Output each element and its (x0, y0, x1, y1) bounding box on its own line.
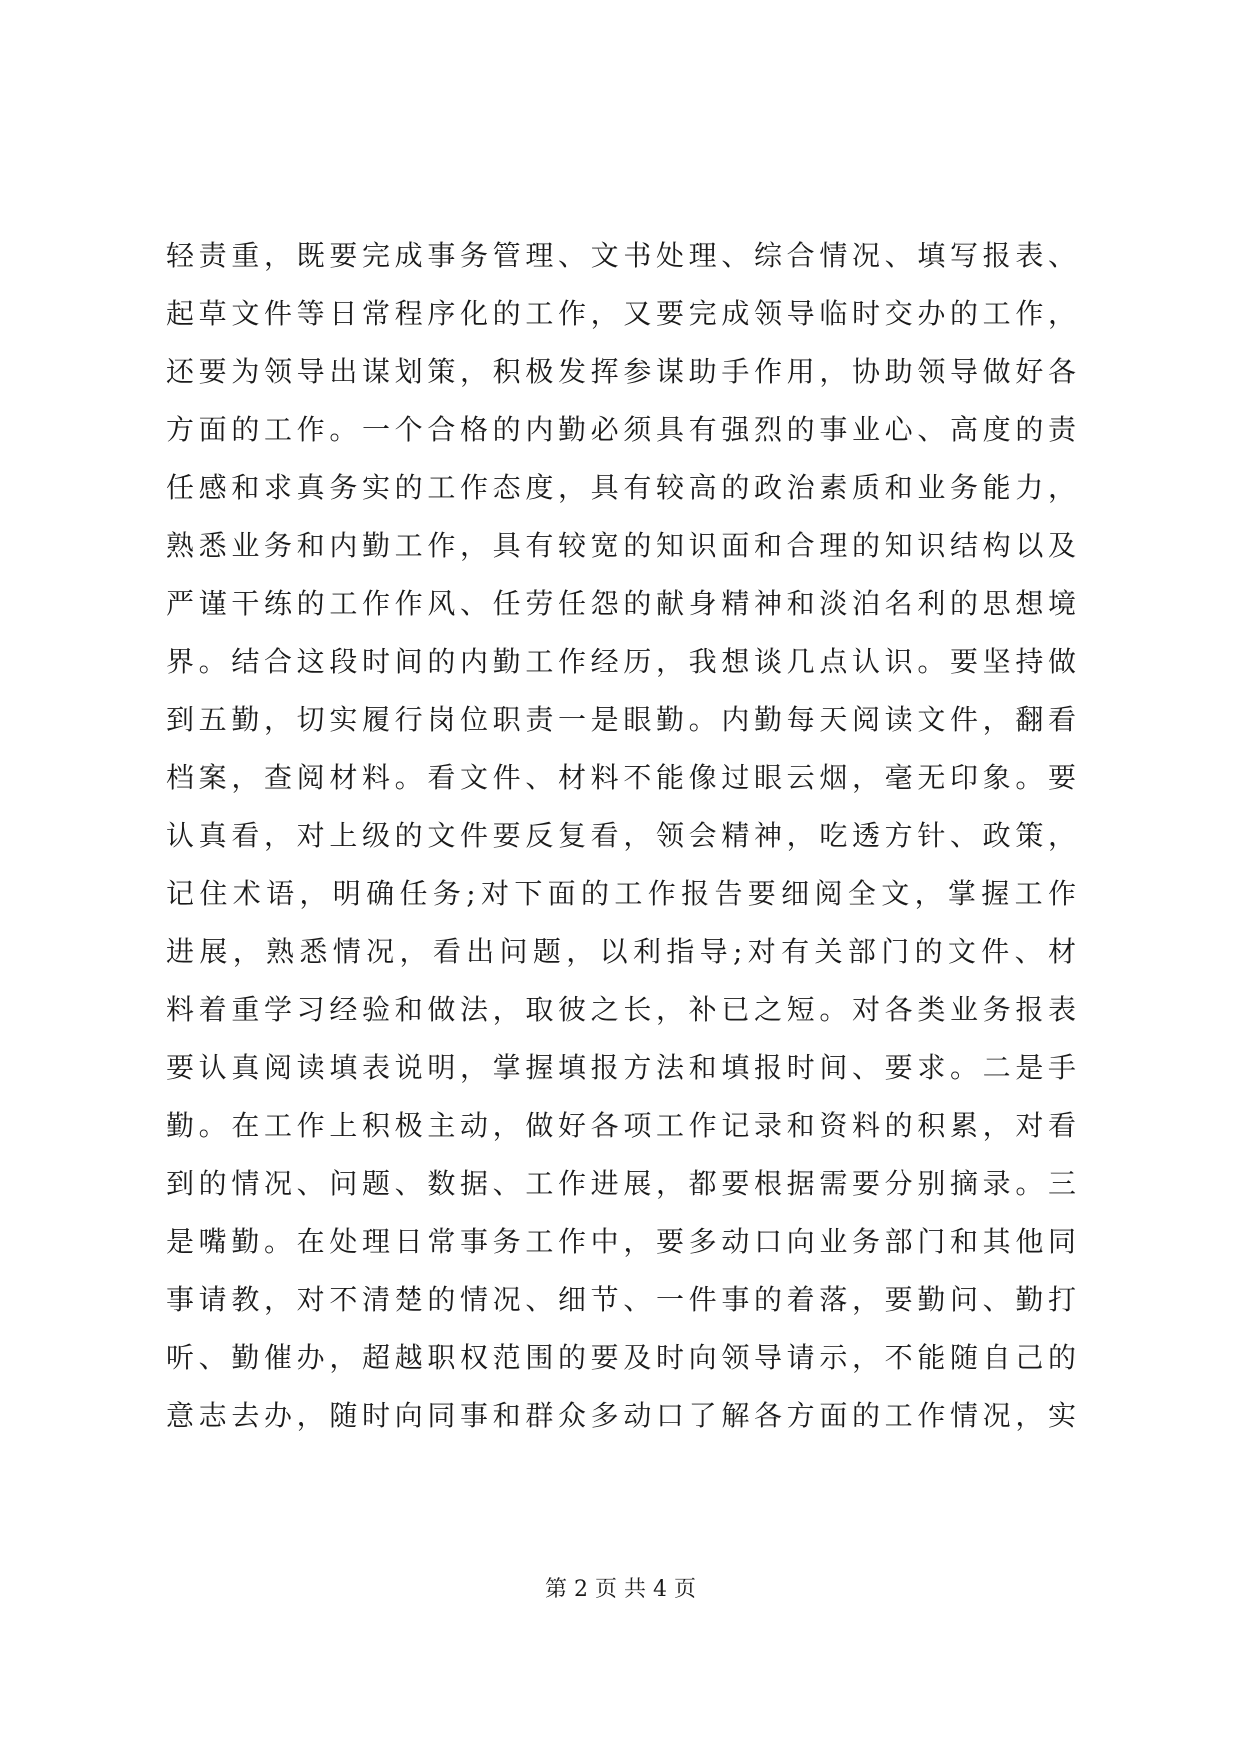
text-line: 到的情况、问题、数据、工作进展，都要根据需要分别摘录。三 (166, 1167, 1076, 1200)
text-line: 界。结合这段时间的内勤工作经历，我想谈几点认识。要坚持做 (166, 645, 1076, 678)
text-line: 是嘴勤。在处理日常事务工作中，要多动口向业务部门和其他同 (166, 1225, 1076, 1258)
page-footer: 第 2 页 共 4 页 (545, 1577, 696, 1602)
text-line: 记住术语，明确任务;对下面的工作报告要细阅全文，掌握工作 (166, 877, 1076, 910)
text-line: 轻责重，既要完成事务管理、文书处理、综合情况、填写报表、 (166, 239, 1076, 272)
body-text (166, 227, 1076, 1445)
text-line: 任感和求真务实的工作态度，具有较高的政治素质和业务能力， (166, 471, 1076, 504)
text-line: 料着重学习经验和做法，取彼之长，补已之短。对各类业务报表 (166, 993, 1076, 1026)
text-line: 事请教，对不清楚的情况、细节、一件事的着落，要勤问、勤打 (166, 1283, 1076, 1316)
text-line: 听、勤催办，超越职权范围的要及时向领导请示，不能随自己的 (166, 1341, 1076, 1374)
text-line: 意志去办，随时向同事和群众多动口了解各方面的工作情况，实 (166, 1399, 1076, 1432)
text-line: 还要为领导出谋划策，积极发挥参谋助手作用，协助领导做好各 (166, 355, 1076, 388)
text-line: 认真看，对上级的文件要反复看，领会精神，吃透方针、政策， (166, 819, 1076, 852)
text-line: 严谨干练的工作作风、任劳任怨的献身精神和淡泊名利的思想境 (166, 587, 1076, 620)
text-line: 勤。在工作上积极主动，做好各项工作记录和资料的积累，对看 (166, 1109, 1076, 1142)
text-line: 到五勤，切实履行岗位职责一是眼勤。内勤每天阅读文件，翻看 (166, 703, 1076, 736)
text-line: 方面的工作。一个合格的内勤必须具有强烈的事业心、高度的责 (166, 413, 1076, 446)
text-line: 进展，熟悉情况，看出问题，以利指导;对有关部门的文件、材 (166, 935, 1076, 968)
text-line: 要认真阅读填表说明，掌握填报方法和填报时间、要求。二是手 (166, 1051, 1076, 1084)
text-line: 档案，查阅材料。看文件、材料不能像过眼云烟，毫无印象。要 (166, 761, 1076, 794)
text-line: 熟悉业务和内勤工作，具有较宽的知识面和合理的知识结构以及 (166, 529, 1076, 562)
text-line: 起草文件等日常程序化的工作，又要完成领导临时交办的工作， (166, 297, 1076, 330)
